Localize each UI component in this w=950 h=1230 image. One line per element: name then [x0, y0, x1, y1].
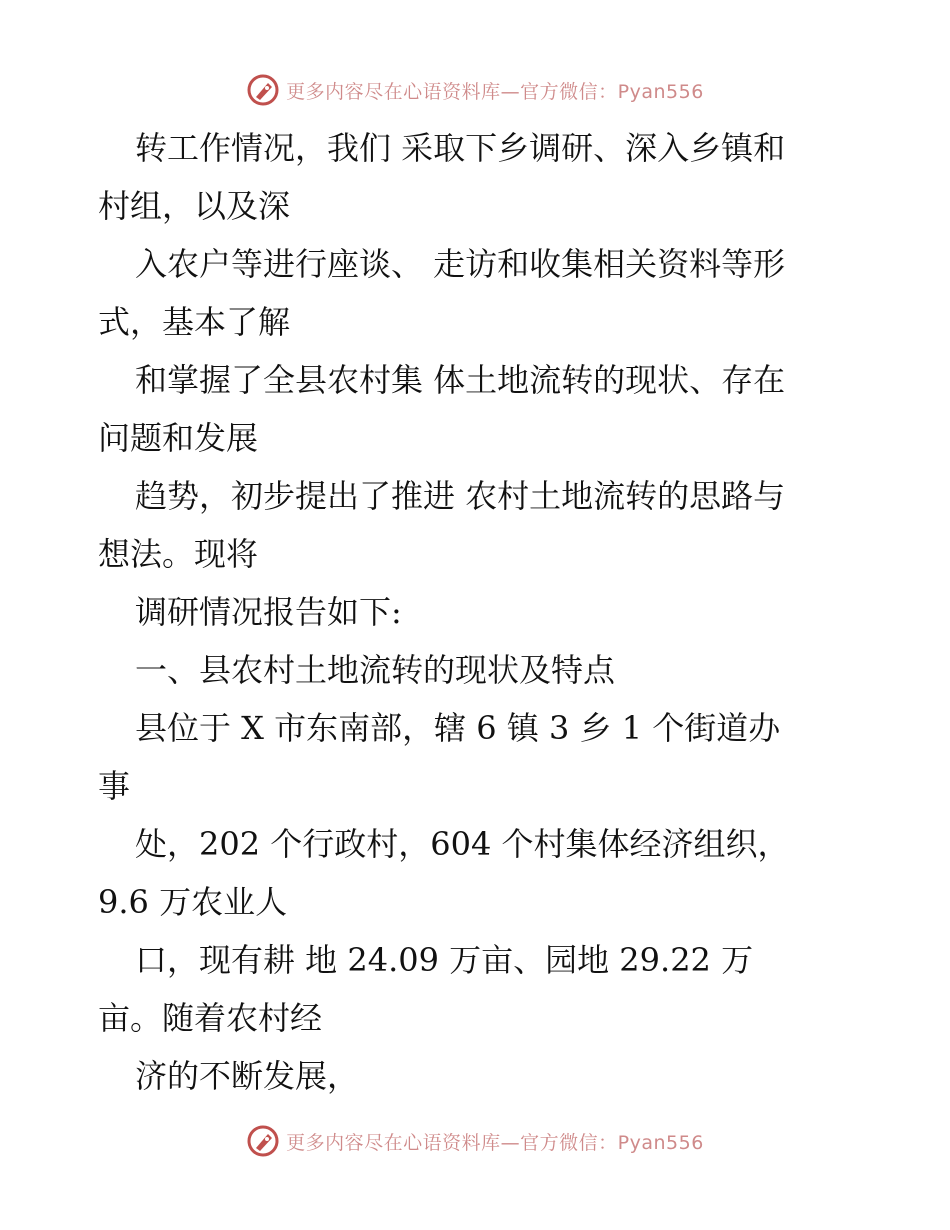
text-line: 处，202 个行政村，604 个村集体经济组织，	[135, 825, 790, 863]
footer-watermark	[0, 1121, 950, 1161]
text-line: 入农户等进行座谈、 走访和收集相关资料等形	[135, 245, 786, 283]
text-line: 亩。随着农村经	[98, 999, 323, 1037]
text-line: 县位于 X 市东南部，辖 6 镇 3 乡 1 个街道办	[135, 709, 781, 747]
pen-nib-logo-icon	[246, 1124, 280, 1158]
watermark-text: 更多内容尽在心语资料库—官方微信：Pyan556	[286, 1131, 704, 1154]
text-line: 事	[98, 767, 131, 805]
text-line: 济的不断发展，	[135, 1057, 360, 1095]
text-line: 问题和发展	[98, 419, 259, 457]
text-line: 村组，以及深	[98, 187, 291, 225]
text-line: 式，基本了解	[98, 303, 291, 341]
header-watermark	[0, 70, 950, 110]
pen-nib-logo-icon	[246, 73, 280, 107]
watermark-text: 更多内容尽在心语资料库—官方微信：Pyan556	[286, 80, 704, 103]
text-line: 和掌握了全县农村集 体土地流转的现状、存在	[135, 361, 786, 399]
text-line: 9.6 万农业人	[98, 883, 288, 921]
text-line: 趋势，初步提出了推进 农村土地流转的思路与	[135, 477, 786, 515]
text-line: 想法。现将	[98, 535, 259, 573]
section-heading: 一、县农村土地流转的现状及特点	[135, 651, 616, 689]
text-line: 转工作情况，我们 采取下乡调研、深入乡镇和	[135, 129, 786, 167]
text-line: 口，现有耕 地 24.09 万亩、园地 29.22 万	[135, 941, 754, 979]
text-line: 调研情况报告如下:	[135, 593, 402, 631]
